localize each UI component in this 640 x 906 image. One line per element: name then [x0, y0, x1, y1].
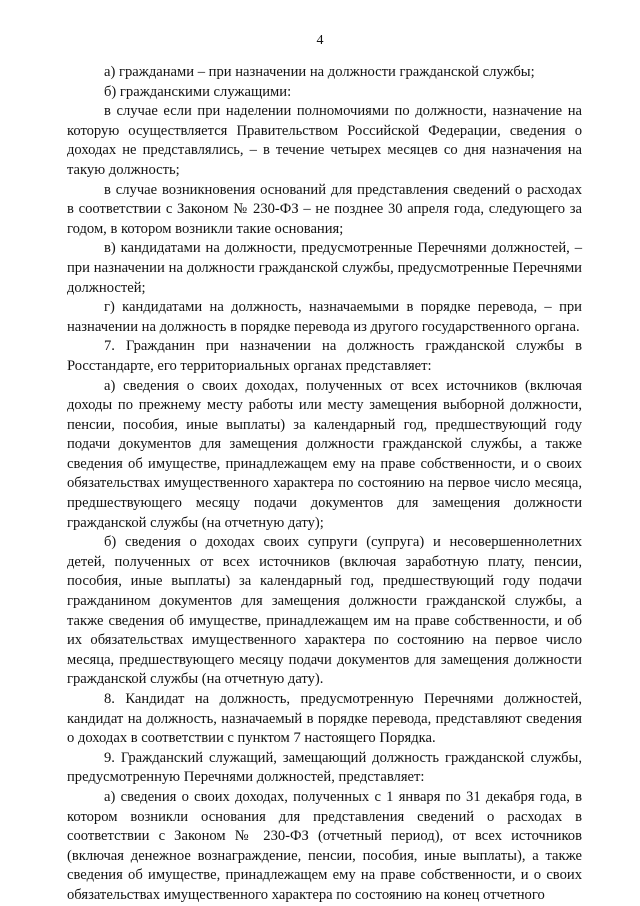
paragraph-item-8: 8. Кандидат на должность, предусмотренную Перечнями должностей, кандидат на должность, назначаемый в порядке перевода, представляют сведения о доходах в соответствии с пунктом 7 настоящего Порядка.: [67, 691, 582, 747]
paragraph-powers-not-submitted: в случае если при наделении полномочиями по должности, назначение на которую осуществляется Правительством Российской Федерации, сведения о доходах не представлялись, – в течение четырех месяцев со дня назначения на такую должность;: [67, 103, 582, 178]
paragraph-citizens: а) гражданами – при назначении на должности гражданской службы;: [104, 64, 535, 80]
paragraph-candidates-list: в) кандидатами на должности, предусмотренные Перечнями должностей, – при назначении на должности гражданской службы, предусмотренные Перечнями должностей;: [67, 240, 582, 296]
paragraph-item-7: 7. Гражданин при назначении на должность гражданской службы в Росстандарте, его территориальных органах представляет:: [67, 338, 582, 374]
paragraph-item-7b: б) сведения о доходах своих супруги (супруга) и несовершеннолетних детей, полученных от всех источников (включая заработную плату, пенсии, пособия, иные выплаты) за календарный год, предшествующий году подачи гражданином документов для замещения должности гражданской службы, а также сведения об имуществе, принадлежащем им на праве собственности, и об их обязательствах имущественного характера по состоянию на первое число месяца, предшествующего месяцу подачи документов для замещения должности гражданской службы (на отчетную дату).: [67, 534, 582, 688]
paragraph-item-9a: а) сведения о своих доходах, полученных с 1 января по 31 декабря года, в котором возникли основания для представления сведений о расходах в соответствии с Законом № 230-ФЗ (отчетный период), от всех источников (включая денежное вознаграждение, пенсии, пособия, иные выплаты), а также сведения об имуществе, принадлежащем ему на праве собственности, и о своих обязательствах имущественного характера по состоянию на конец отчетного: [67, 788, 582, 903]
paragraph-item-7a: а) сведения о своих доходах, полученных от всех источников (включая доходы по прежнему месту работы или месту замещения выборной должности, пенсии, пособия, иные выплаты) за календарный год, предшествующий году подачи документов для замещения должности гражданской службы, а также сведения об имуществе, принадлежащем ему на праве собственности, и о своих обязательствах имущественного характера по состоянию на первое число месяца, предшествующего месяцу подачи документов для замещения должности гражданской службы (на отчетную дату);: [67, 377, 582, 531]
page-number: 4: [316, 33, 324, 48]
paragraph-expense-grounds: в случае возникновения оснований для представления сведений о расходах в соответствии с Законом № 230-ФЗ – не позднее 30 апреля года, следующего за годом, в котором возникли такие основания;: [67, 181, 582, 237]
paragraph-civil-servants: б) гражданскими служащими:: [104, 83, 292, 100]
document-body: [67, 63, 582, 906]
paragraph-transfer-candidates: г) кандидатами на должность, назначаемыми в порядке перевода, – при назначении на должность в порядке перевода из другого государственного органа.: [67, 299, 582, 335]
paragraph-item-9: 9. Гражданский служащий, замещающий должность гражданской службы, предусмотренную Перечнями должностей, представляет:: [67, 749, 582, 786]
